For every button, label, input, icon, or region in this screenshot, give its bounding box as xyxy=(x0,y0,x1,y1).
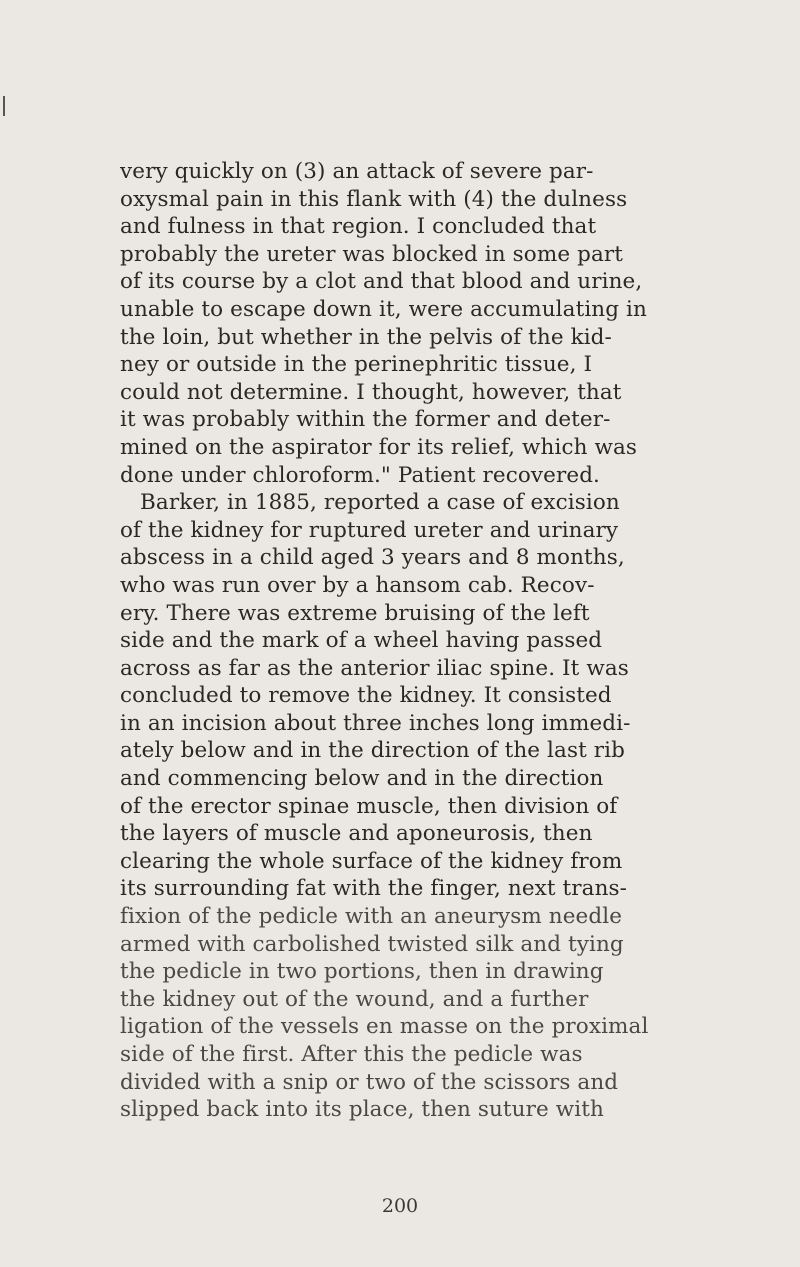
text-line: armed with carbolished twisted silk and tying xyxy=(120,931,624,957)
text-line: across as far as the anterior iliac spine. It was xyxy=(120,655,629,681)
text-line: mined on the aspirator for its relief, which was xyxy=(120,434,638,460)
text-line: clearing the whole surface of the kidney from xyxy=(120,848,623,874)
text-line: abscess in a child aged 3 years and 8 months, xyxy=(120,545,625,571)
text-line: of the kidney for ruptured ureter and urinary xyxy=(120,517,619,543)
text-line: fixion of the pedicle with an aneurysm needle xyxy=(120,904,623,930)
body-text xyxy=(120,158,700,1124)
text-line: of the erector spinae muscle, then division of xyxy=(120,793,618,819)
paragraph-start-line: Barker, in 1885, reported a case of excision xyxy=(140,490,620,516)
text-line: ligation of the vessels en masse on the proximal xyxy=(120,1014,649,1040)
text-line: side and the mark of a wheel having passed xyxy=(120,628,603,654)
text-line: the pedicle in two portions, then in drawing xyxy=(120,959,604,985)
text-line: it was probably within the former and deter- xyxy=(120,407,611,433)
text-line: ately below and in the direction of the last rib xyxy=(120,738,625,764)
text-line: very quickly on (3) an attack of severe par- xyxy=(120,159,594,184)
text-line: who was run over by a hansom cab. Recov- xyxy=(120,572,595,598)
text-line: done under chloroform." Patient recovered. xyxy=(120,462,600,488)
text-line: slipped back into its place, then suture with xyxy=(120,1097,604,1123)
margin-mark xyxy=(3,96,5,116)
text-line: probably the ureter was blocked in some part xyxy=(120,241,623,267)
text-line: side of the first. After this the pedicle was xyxy=(120,1042,583,1067)
text-line: oxysmal pain in this flank with (4) the dulness xyxy=(120,186,628,212)
text-line: ney or outside in the perinephritic tissue, I xyxy=(120,352,593,378)
text-line: ery. There was extreme bruising of the left xyxy=(120,600,590,626)
text-line: unable to escape down it, were accumulating in xyxy=(120,296,647,322)
text-line: its surrounding fat with the finger, next trans- xyxy=(120,876,628,902)
text-line: and fulness in that region. I concluded that xyxy=(120,214,597,240)
text-line: the layers of muscle and aponeurosis, then xyxy=(120,821,593,847)
page-number: 200 xyxy=(381,1195,419,1217)
text-line: divided with a snip or two of the scissors and xyxy=(120,1069,619,1095)
text-line: concluded to remove the kidney. It consisted xyxy=(120,683,612,709)
text-line: in an incision about three inches long immedi- xyxy=(120,710,631,736)
text-line: the loin, but whether in the pelvis of the kid- xyxy=(120,324,612,350)
text-line: could not determine. I thought, however, that xyxy=(120,379,622,405)
text-line: the kidney out of the wound, and a further xyxy=(120,986,589,1012)
text-line: and commencing below and in the direction xyxy=(120,766,604,792)
text-line: of its course by a clot and that blood and urine, xyxy=(120,269,643,295)
